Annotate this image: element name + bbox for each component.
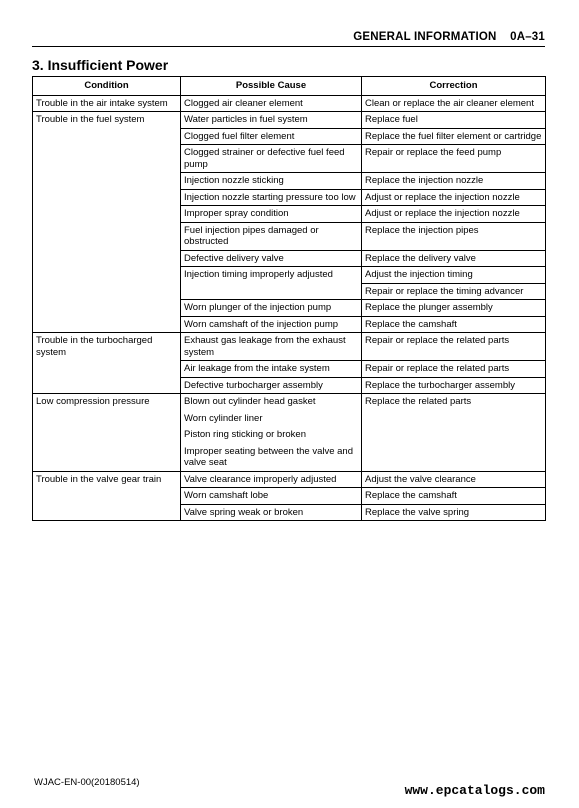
correction-cell: Repair or replace the related parts <box>362 361 546 378</box>
correction-cell: Replace the injection pipes <box>362 222 546 250</box>
cause-text: Improper seating between the valve and valve seat <box>184 445 353 468</box>
correction-cell: Replace the camshaft <box>362 488 546 505</box>
cause-text: Blown out cylinder head gasket <box>184 396 316 407</box>
correction-cell: Adjust or replace the injection nozzle <box>362 189 546 206</box>
page-title: 3. Insufficient Power <box>32 57 169 73</box>
correction-text-secondary: Repair or replace the timing advancer <box>362 283 545 300</box>
cause-cell: Exhaust gas leakage from the exhaust system <box>181 333 362 361</box>
column-header-correction: Correction <box>362 77 546 96</box>
cause-cell: Worn camshaft of the injection pump <box>181 316 362 333</box>
condition-cell: Low compression pressure <box>33 394 181 472</box>
correction-cell: Replace the plunger assembly <box>362 300 546 317</box>
cause-cell: Clogged air cleaner element <box>181 95 362 112</box>
correction-cell: Replace the camshaft <box>362 316 546 333</box>
condition-cell: Trouble in the fuel system <box>33 112 181 333</box>
correction-cell: Adjust the valve clearance <box>362 471 546 488</box>
cause-cell <box>181 394 362 472</box>
cause-cell: Clogged fuel filter element <box>181 128 362 145</box>
column-header-cause: Possible Cause <box>181 77 362 96</box>
cause-cell: Worn camshaft lobe <box>181 488 362 505</box>
cause-cell: Injection timing improperly adjusted <box>181 267 362 300</box>
correction-cell: Clean or replace the air cleaner element <box>362 95 546 112</box>
correction-cell: Replace the valve spring <box>362 504 546 521</box>
table-row <box>33 333 546 361</box>
cause-cell: Air leakage from the intake system <box>181 361 362 378</box>
correction-cell: Replace the related parts <box>362 394 546 472</box>
watermark-link[interactable]: www.epcatalogs.com <box>404 783 545 798</box>
condition-cell: Trouble in the air intake system <box>33 95 181 112</box>
correction-cell: Repair or replace the feed pump <box>362 145 546 173</box>
column-header-condition: Condition <box>33 77 181 96</box>
cause-cell: Injection nozzle starting pressure too low <box>181 189 362 206</box>
condition-cell: Trouble in the turbocharged system <box>33 333 181 394</box>
cause-text: Worn cylinder liner <box>184 412 263 424</box>
header-section: GENERAL INFORMATION <box>353 31 497 43</box>
correction-text: Adjust the injection timing <box>365 269 473 280</box>
troubleshooting-table <box>32 76 546 521</box>
table-row <box>33 394 546 472</box>
cause-cell: Water particles in fuel system <box>181 112 362 129</box>
table-header-row <box>33 77 546 96</box>
correction-cell: Replace fuel <box>362 112 546 129</box>
cause-cell: Worn plunger of the injection pump <box>181 300 362 317</box>
cause-cell: Valve clearance improperly adjusted <box>181 471 362 488</box>
cause-cell: Injection nozzle sticking <box>181 173 362 190</box>
cause-cell: Improper spray condition <box>181 206 362 223</box>
cause-cell: Defective delivery valve <box>181 250 362 267</box>
header-rule <box>32 46 545 47</box>
cause-cell: Defective turbocharger assembly <box>181 377 362 394</box>
correction-cell: Replace the turbocharger assembly <box>362 377 546 394</box>
condition-cell: Trouble in the valve gear train <box>33 471 181 521</box>
correction-cell: Replace the injection nozzle <box>362 173 546 190</box>
correction-cell: Adjust or replace the injection nozzle <box>362 206 546 223</box>
table-row <box>33 112 546 129</box>
page-header <box>32 31 545 43</box>
cause-cell: Fuel injection pipes damaged or obstructed <box>181 222 362 250</box>
correction-cell: Replace the delivery valve <box>362 250 546 267</box>
cause-cell: Clogged strainer or defective fuel feed pump <box>181 145 362 173</box>
cause-cell: Valve spring weak or broken <box>181 504 362 521</box>
correction-cell: Replace the fuel filter element or cartridge <box>362 128 546 145</box>
header-page-number: 0A–31 <box>510 31 545 43</box>
correction-cell <box>362 267 546 300</box>
correction-cell: Repair or replace the related parts <box>362 333 546 361</box>
table-row <box>33 471 546 488</box>
cause-text: Piston ring sticking or broken <box>184 429 306 440</box>
document-code: WJAC-EN-00(20180514) <box>34 777 140 788</box>
table-row <box>33 95 546 112</box>
